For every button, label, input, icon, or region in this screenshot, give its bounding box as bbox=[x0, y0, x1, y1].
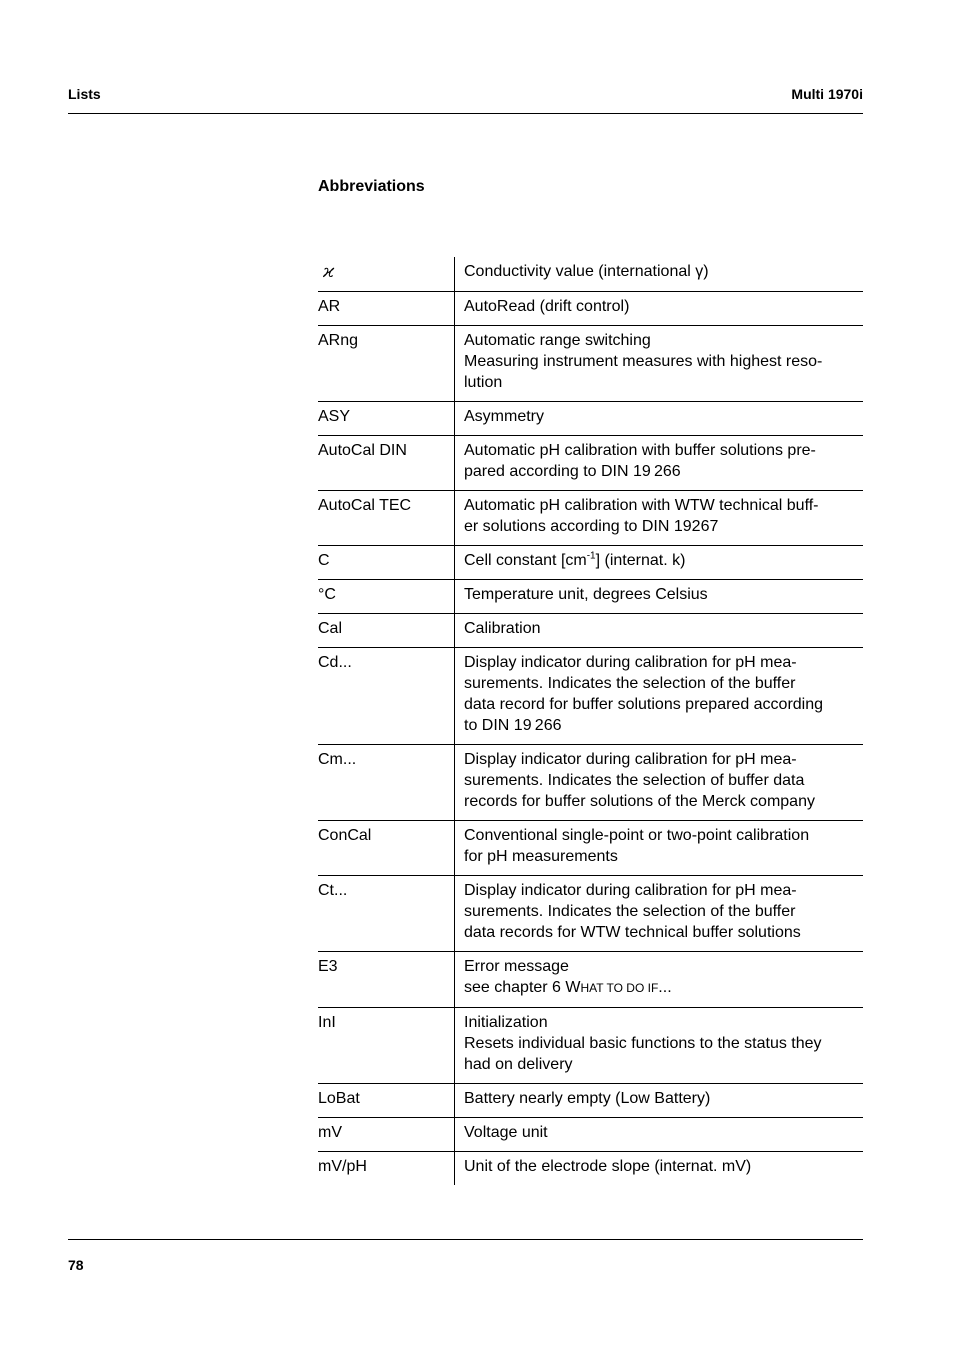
abbreviation-term: ARng bbox=[318, 326, 455, 402]
abbreviation-term: InI bbox=[318, 1008, 455, 1084]
abbreviation-term: ConCal bbox=[318, 821, 455, 876]
abbreviation-description: Display indicator during calibration for pH mea- surements. Indicates the selection of the buffer data record for buffer solutions prepared according to DIN 19 266 bbox=[455, 648, 864, 745]
table-row bbox=[318, 257, 863, 292]
abbreviation-description: Battery nearly empty (Low Battery) bbox=[455, 1084, 864, 1118]
abbreviation-description: Calibration bbox=[455, 614, 864, 648]
running-header-product: Multi 1970i bbox=[791, 86, 863, 102]
abbreviation-term: Cd... bbox=[318, 648, 455, 745]
abbreviation-description: Automatic pH calibration with buffer solutions pre- pared according to DIN 19 266 bbox=[455, 436, 864, 491]
table-row bbox=[318, 952, 863, 1008]
abbreviation-description: Error message see chapter 6 WHAT TO DO IF... bbox=[455, 952, 864, 1008]
header-rule bbox=[68, 113, 863, 114]
abbreviation-term: AR bbox=[318, 292, 455, 326]
abbreviations-table bbox=[318, 257, 863, 1185]
table-row bbox=[318, 402, 863, 436]
running-header-section: Lists bbox=[68, 86, 101, 102]
abbreviation-description: Voltage unit bbox=[455, 1118, 864, 1152]
abbreviation-term: AutoCal DIN bbox=[318, 436, 455, 491]
table-row bbox=[318, 648, 863, 745]
abbreviation-term: °C bbox=[318, 580, 455, 614]
abbreviation-description: Display indicator during calibration for pH mea- surements. Indicates the selection of buffer data records for buffer solutions of the Merck company bbox=[455, 745, 864, 821]
page-number: 78 bbox=[68, 1257, 84, 1273]
abbreviation-description: Conventional single-point or two-point calibration for pH measurements bbox=[455, 821, 864, 876]
abbreviation-term: LoBat bbox=[318, 1084, 455, 1118]
abbreviation-term: Cal bbox=[318, 614, 455, 648]
table-row bbox=[318, 1084, 863, 1118]
table-row bbox=[318, 491, 863, 546]
table-row bbox=[318, 292, 863, 326]
abbreviation-description: Asymmetry bbox=[455, 402, 864, 436]
abbreviation-description: Temperature unit, degrees Celsius bbox=[455, 580, 864, 614]
abbreviation-term: mV bbox=[318, 1118, 455, 1152]
abbreviation-description: Automatic range switching Measuring instrument measures with highest reso- lution bbox=[455, 326, 864, 402]
page-title: Abbreviations bbox=[318, 178, 425, 195]
abbreviation-term: C bbox=[318, 546, 455, 580]
abbreviation-description: Automatic pH calibration with WTW technical buff- er solutions according to DIN 19267 bbox=[455, 491, 864, 546]
table-row bbox=[318, 614, 863, 648]
table-row bbox=[318, 1118, 863, 1152]
table-row bbox=[318, 1152, 863, 1186]
table-row bbox=[318, 546, 863, 580]
table-row bbox=[318, 745, 863, 821]
abbreviation-description: AutoRead (drift control) bbox=[455, 292, 864, 326]
chapter-reference: see chapter 6 WHAT TO DO IF... bbox=[464, 979, 672, 996]
abbreviation-description: Display indicator during calibration for pH mea- surements. Indicates the selection of the buffer data records for WTW technical buffer solutions bbox=[455, 876, 864, 952]
abbreviation-description: Unit of the electrode slope (internat. mV) bbox=[455, 1152, 864, 1186]
table-row bbox=[318, 821, 863, 876]
table-row bbox=[318, 326, 863, 402]
abbreviation-term: Cm... bbox=[318, 745, 455, 821]
table-row bbox=[318, 436, 863, 491]
abbreviation-term: mV/pH bbox=[318, 1152, 455, 1186]
table-row bbox=[318, 876, 863, 952]
abbreviation-term bbox=[318, 257, 455, 292]
abbreviation-term: AutoCal TEC bbox=[318, 491, 455, 546]
kappa-symbol: ϰ bbox=[323, 261, 335, 282]
abbreviation-term: Ct... bbox=[318, 876, 455, 952]
table-row bbox=[318, 580, 863, 614]
abbreviation-description: Conductivity value (international γ) bbox=[455, 257, 864, 292]
abbreviation-description: Initialization Resets individual basic functions to the status they had on delivery bbox=[455, 1008, 864, 1084]
table-row bbox=[318, 1008, 863, 1084]
abbreviation-term: ASY bbox=[318, 402, 455, 436]
footer-rule bbox=[68, 1239, 863, 1240]
abbreviation-term: E3 bbox=[318, 952, 455, 1008]
abbreviation-description: Cell constant $[cm^{-1}]$ (internat. k) bbox=[455, 546, 864, 580]
